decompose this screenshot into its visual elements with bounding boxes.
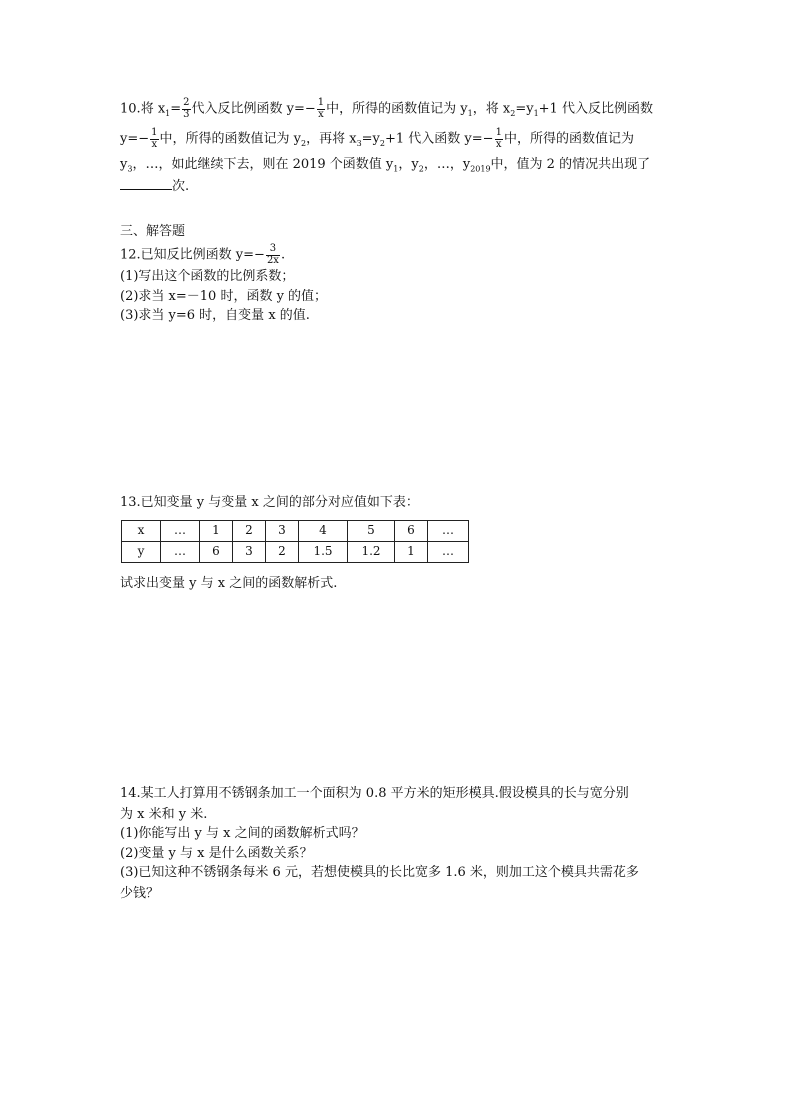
q10-line-2 bbox=[120, 128, 680, 150]
q10-text: 中，所得的函数值记为 y bbox=[326, 101, 468, 117]
fraction bbox=[182, 98, 190, 120]
q10-text: 中，所得的函数值记为 y bbox=[159, 131, 301, 147]
q10-line-3 bbox=[120, 156, 680, 174]
q10-text: 次. bbox=[172, 178, 190, 194]
table-cell: 6 bbox=[200, 541, 233, 562]
q10-number: 10. bbox=[120, 101, 141, 117]
table-cell: y bbox=[122, 541, 161, 562]
table-cell: 4 bbox=[299, 520, 348, 541]
value-table bbox=[121, 520, 469, 563]
table-cell: 2 bbox=[266, 541, 299, 562]
subscript: 2 bbox=[418, 164, 424, 174]
q13-question: 试求出变量 y 与 x 之间的函数解析式. bbox=[120, 575, 338, 591]
q10-text: =y bbox=[361, 131, 380, 147]
q10-text: ，…，y bbox=[423, 157, 471, 172]
q12-stem bbox=[120, 244, 680, 266]
q14-part-3-line-2: 少钱？ bbox=[120, 885, 160, 901]
table-row-x bbox=[122, 520, 469, 541]
q10-text: y=− bbox=[120, 131, 150, 147]
q14-part-1: (1)你能写出 y 与 x 之间的函数解析式吗？ bbox=[120, 826, 365, 842]
fraction-numerator: 1 bbox=[151, 127, 158, 138]
table-cell: 1 bbox=[395, 541, 428, 562]
q10-text: 将 x bbox=[140, 101, 166, 117]
q13-stem: 13.已知变量 y 与变量 x 之间的部分对应值如下表： bbox=[120, 495, 419, 510]
q12-part-2: (2)求当 x=－10 时，函数 y 的值； bbox=[120, 288, 328, 304]
q10-text: ，y bbox=[398, 157, 419, 172]
table-cell: 2 bbox=[233, 520, 266, 541]
fraction bbox=[495, 128, 503, 150]
q14-stem-line-1: 14.某工人打算用不锈钢条加工一个面积为 0.8 平方米的矩形模具.假设模具的长与宽分别 bbox=[120, 786, 629, 801]
q12-part-3: (3)求当 y=6 时，自变量 x 的值. bbox=[120, 308, 310, 324]
q10-text: ，再将 x bbox=[306, 131, 357, 147]
table-cell: 3 bbox=[266, 520, 299, 541]
table-cell: 1 bbox=[200, 520, 233, 541]
subscript: 1 bbox=[533, 109, 539, 119]
subscript: 2 bbox=[379, 139, 385, 149]
fraction-denominator: 3 bbox=[183, 108, 190, 120]
fraction bbox=[266, 244, 280, 266]
fraction bbox=[317, 98, 325, 120]
subscript: 3 bbox=[356, 139, 362, 149]
q12-text: 12.已知反比例函数 y=− bbox=[120, 247, 265, 263]
table-cell: … bbox=[161, 541, 200, 562]
q14-part-3-line-1: (3)已知这种不锈钢条每米 6 元，若想使模具的长比宽多 1.6 米，则加工这个模具共需花多 bbox=[120, 865, 639, 881]
answer-blank[interactable] bbox=[120, 176, 172, 190]
q10-text: +1 代入反比例函数 bbox=[538, 101, 653, 117]
q14-part-2: (2)变量 y 与 x 是什么函数关系？ bbox=[120, 845, 313, 861]
table-cell: 1.5 bbox=[299, 541, 348, 562]
q10-text: ，将 x bbox=[472, 101, 511, 117]
subscript: 1 bbox=[467, 109, 473, 119]
subscript: 2019 bbox=[470, 164, 491, 174]
fraction-denominator: x bbox=[495, 138, 502, 150]
table-cell: 1.2 bbox=[348, 541, 395, 562]
section-heading: 三、解答题 bbox=[120, 224, 186, 239]
subscript: 1 bbox=[165, 109, 171, 119]
subscript: 2 bbox=[301, 139, 307, 149]
q12-text: . bbox=[280, 247, 286, 263]
table-row-y bbox=[122, 541, 469, 562]
q10-text: +1 代入函数 y=− bbox=[385, 131, 494, 147]
q10-text: y bbox=[120, 157, 128, 172]
fraction-denominator: 2x bbox=[266, 254, 279, 266]
q14-stem-line-2: 为 x 米和 y 米. bbox=[120, 806, 208, 822]
table-cell: 3 bbox=[233, 541, 266, 562]
fraction bbox=[150, 128, 158, 150]
subscript: 2 bbox=[510, 109, 516, 119]
table-cell: … bbox=[428, 520, 469, 541]
question-12 bbox=[120, 244, 680, 325]
q10-line-4 bbox=[120, 176, 680, 196]
fraction-numerator: 1 bbox=[495, 127, 502, 138]
q10-line-1 bbox=[120, 98, 680, 120]
question-10 bbox=[120, 98, 680, 195]
q10-text: 代入反比例函数 y=− bbox=[191, 101, 316, 117]
table-cell: 6 bbox=[395, 520, 428, 541]
fraction-denominator: x bbox=[318, 108, 324, 120]
table-cell: … bbox=[161, 520, 200, 541]
question-14 bbox=[120, 785, 680, 902]
fraction-numerator: 2 bbox=[183, 97, 190, 108]
q12-part-1: (1)写出这个函数的比例系数； bbox=[120, 269, 295, 284]
table-cell: … bbox=[428, 541, 469, 562]
question-13 bbox=[120, 494, 680, 592]
q10-text: ，…，如此继续下去，则在 2019 个函数值 y bbox=[132, 157, 394, 172]
table-cell: x bbox=[122, 520, 161, 541]
table-cell: 5 bbox=[348, 520, 395, 541]
fraction-denominator: x bbox=[151, 138, 158, 150]
q10-text: = bbox=[170, 101, 182, 117]
q10-text: =y bbox=[515, 101, 534, 117]
q10-text: 中，所得的函数值记为 bbox=[503, 131, 634, 147]
fraction-numerator: 1 bbox=[317, 97, 325, 108]
q10-text: 中，值为 2 的情况共出现了 bbox=[490, 157, 651, 172]
fraction-numerator: 3 bbox=[266, 244, 280, 256]
subscript: 1 bbox=[393, 164, 399, 174]
subscript: 3 bbox=[127, 164, 133, 174]
